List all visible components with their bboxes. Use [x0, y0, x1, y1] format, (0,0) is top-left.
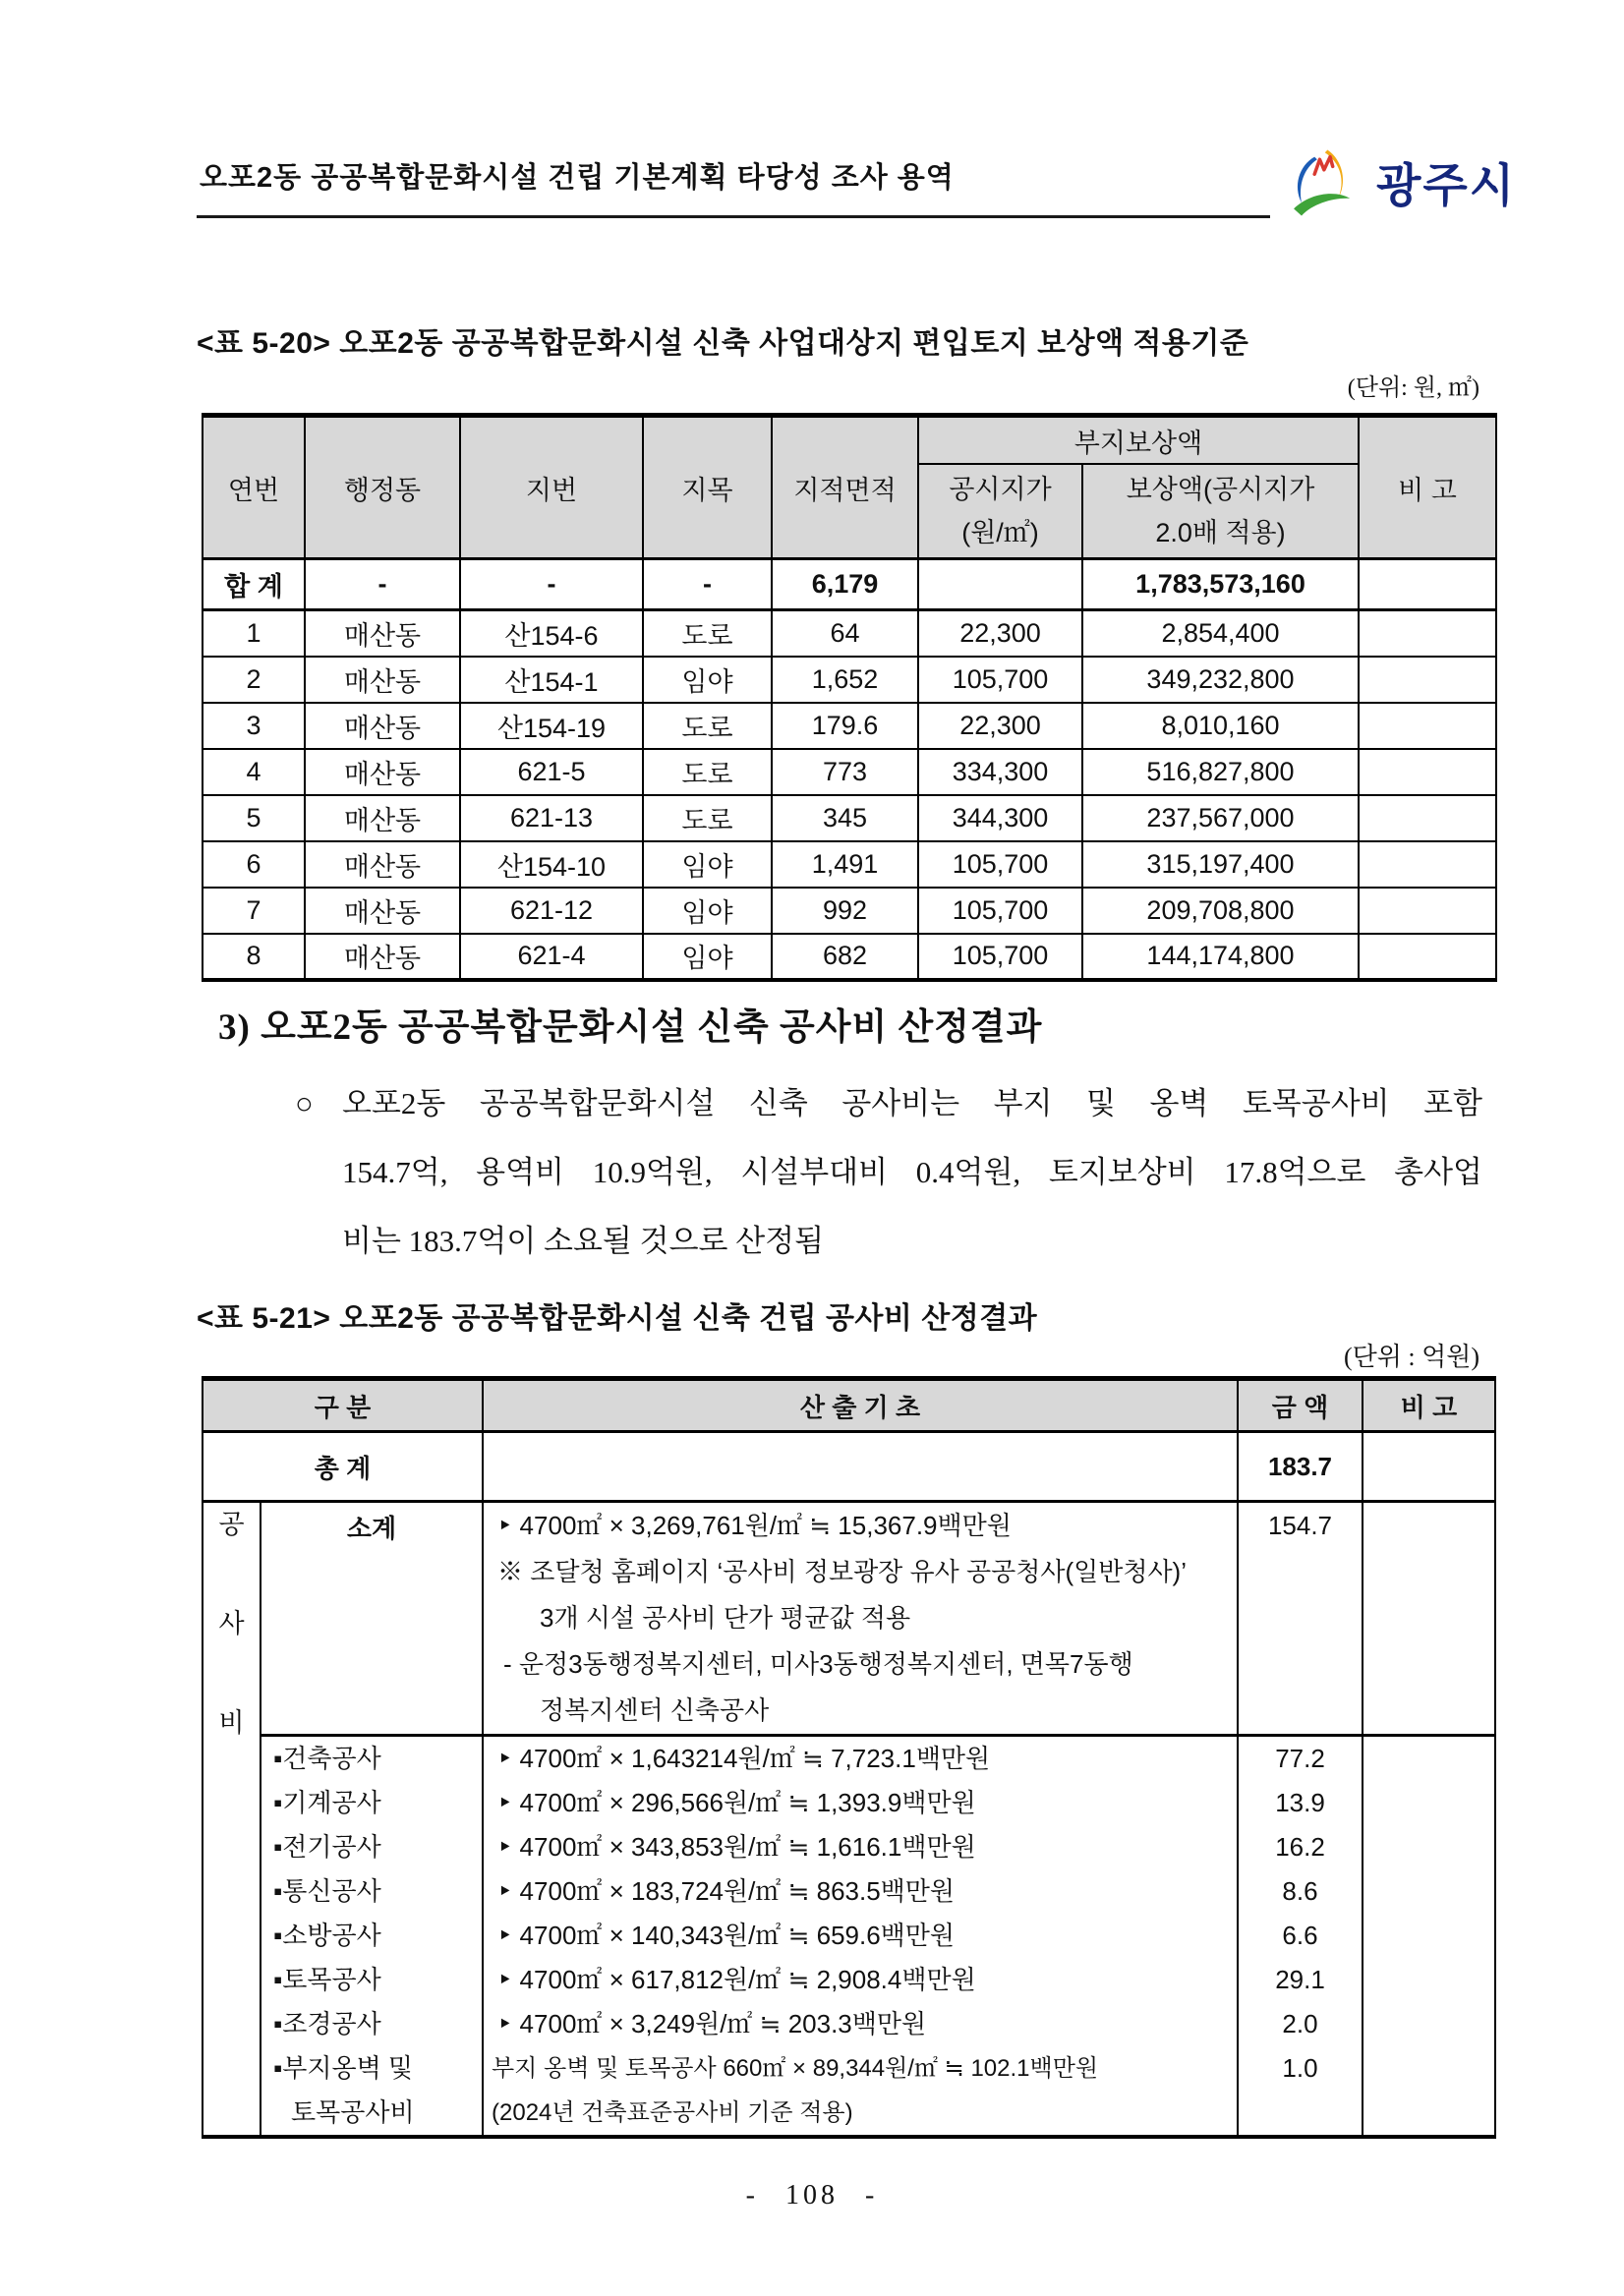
cell-jimok: 도로: [643, 749, 772, 795]
cost-item-row: [203, 1958, 1495, 2002]
grand-total-label: 총 계: [203, 1432, 483, 1502]
cell-price: 344,300: [918, 795, 1082, 841]
cell-amount: 8,010,160: [1082, 703, 1359, 749]
table-row: [203, 703, 1496, 749]
item-note: [1363, 2046, 1495, 2137]
basis-line: 정복지센터 신축공사: [540, 1695, 770, 1725]
item-label: [261, 2046, 483, 2137]
circle-bullet-icon: ○: [295, 1086, 314, 1120]
cell-price: 105,700: [918, 841, 1082, 888]
cell-price: 105,700: [918, 888, 1082, 934]
item-basis: [483, 2046, 1238, 2137]
cell-dong: 매산동: [305, 610, 460, 657]
item-amount: 8.6: [1238, 1869, 1363, 1914]
paragraph-line: 비는 183.7억이 소요될 것으로 산정됨: [342, 1224, 825, 1258]
table-row: [203, 795, 1496, 841]
cell-price: 105,700: [918, 934, 1082, 980]
total-amount: 1,783,573,160: [1082, 559, 1359, 610]
cell-note: [1359, 610, 1496, 657]
subtotal-row: [203, 1502, 1495, 1736]
col-header-amount: 금 액: [1238, 1379, 1363, 1432]
cell-dong: 매산동: [305, 888, 460, 934]
cell-jibun: 산154-19: [460, 703, 643, 749]
cell-no: 3: [203, 703, 305, 749]
subtotal-label: 소계: [261, 1502, 483, 1736]
gwangju-city-logo: [1280, 136, 1521, 229]
official-price-line2: (원/㎡): [961, 518, 1039, 547]
col-header-basis: 산 출 기 초: [483, 1379, 1238, 1432]
cell-dong: 매산동: [305, 934, 460, 980]
col-group-compensation: 부지보상액: [918, 416, 1359, 465]
item-label-line: 토목공사비: [291, 2097, 415, 2127]
group-label-char: 공: [218, 1510, 245, 1539]
total-price: [918, 559, 1082, 610]
item-label: ▪전기공사: [261, 1825, 483, 1869]
cell-area: 682: [772, 934, 918, 980]
col-header-dong: 행정동: [305, 416, 460, 559]
col-header-jimok: 지목: [643, 416, 772, 559]
header-divider: [197, 215, 1270, 218]
cell-area: 179.6: [772, 703, 918, 749]
item-basis: ‣ 4700㎡ × 140,343원/㎡ ≒ 659.6백만원: [483, 1914, 1238, 1958]
item-amount: 29.1: [1238, 1958, 1363, 2002]
total-dong: -: [305, 559, 460, 610]
group-label-char: 사: [218, 1609, 245, 1638]
item-note: [1363, 1914, 1495, 1958]
basis-line: ‣ 4700㎡ × 3,269,761원/㎡ ≒ 15,367.9백만원: [497, 1511, 1012, 1540]
cell-no: 8: [203, 934, 305, 980]
table-row: [203, 934, 1496, 980]
table-row: [203, 610, 1496, 657]
compensation-amount-line1: 보상액(공시지가: [1126, 475, 1315, 504]
cell-no: 7: [203, 888, 305, 934]
cell-jimok: 임야: [643, 888, 772, 934]
item-basis-line: 부지 옹벽 및 토목공사 660㎡ × 89,344원/㎡ ≒ 102.1백만원: [492, 2055, 1099, 2082]
cell-jibun: 621-4: [460, 934, 643, 980]
cell-area: 64: [772, 610, 918, 657]
table2-title: <표 5-21> 오포2동 공공복합문화시설 신축 건립 공사비 산정결과: [197, 1302, 1038, 1335]
col-header-area: 지적면적: [772, 416, 918, 559]
cost-item-row: [203, 1736, 1495, 1782]
cell-note: [1359, 841, 1496, 888]
table1-unit-note: (단위: 원, ㎡): [1347, 375, 1479, 401]
cell-jimok: 도로: [643, 610, 772, 657]
paragraph-line: 154.7억, 용역비 10.9억원, 시설부대비 0.4억원, 토지보상비 17.8억으로 총사업: [342, 1155, 1482, 1189]
item-amount: 13.9: [1238, 1781, 1363, 1825]
subtotal-amount: 154.7: [1238, 1502, 1363, 1736]
cell-amount: 2,854,400: [1082, 610, 1359, 657]
cell-jimok: 임야: [643, 657, 772, 703]
item-note: [1363, 1736, 1495, 1782]
item-basis: ‣ 4700㎡ × 343,853원/㎡ ≒ 1,616.1백만원: [483, 1825, 1238, 1869]
table-row: [203, 888, 1496, 934]
item-label: ▪소방공사: [261, 1914, 483, 1958]
cell-dong: 매산동: [305, 749, 460, 795]
item-amount: 77.2: [1238, 1736, 1363, 1782]
cell-no: 6: [203, 841, 305, 888]
grand-total-amount: 183.7: [1238, 1432, 1363, 1502]
cell-note: [1359, 749, 1496, 795]
cell-amount: 237,567,000: [1082, 795, 1359, 841]
item-label: ▪조경공사: [261, 2002, 483, 2046]
cell-no: 1: [203, 610, 305, 657]
cell-price: 334,300: [918, 749, 1082, 795]
item-basis: ‣ 4700㎡ × 3,249원/㎡ ≒ 203.3백만원: [483, 2002, 1238, 2046]
logo-text: 광주시: [1376, 159, 1517, 211]
section-paragraph: [295, 1069, 1482, 1276]
item-basis: ‣ 4700㎡ × 296,566원/㎡ ≒ 1,393.9백만원: [483, 1781, 1238, 1825]
item-label-line: ▪부지옹벽 및: [273, 2053, 414, 2083]
cell-note: [1359, 657, 1496, 703]
table1-title: <표 5-20> 오포2동 공공복합문화시설 신축 사업대상지 편입토지 보상액 적용기준: [197, 327, 1249, 360]
item-basis: ‣ 4700㎡ × 183,724원/㎡ ≒ 863.5백만원: [483, 1869, 1238, 1914]
item-amount: 1.0: [1238, 2046, 1363, 2137]
cell-no: 4: [203, 749, 305, 795]
page-title: 오포2동 공공복합문화시설 건립 기본계획 타당성 조사 용역: [200, 162, 955, 194]
total-jimok: -: [643, 559, 772, 610]
item-basis-line: (2024년 건축표준공사비 기준 적용): [492, 2099, 853, 2126]
item-basis: ‣ 4700㎡ × 617,812원/㎡ ≒ 2,908.4백만원: [483, 1958, 1238, 2002]
item-basis: ‣ 4700㎡ × 1,643214원/㎡ ≒ 7,723.1백만원: [483, 1736, 1238, 1782]
cell-jimok: 도로: [643, 795, 772, 841]
col-header-note: 비 고: [1359, 416, 1496, 559]
cell-dong: 매산동: [305, 841, 460, 888]
col-header-compensation-amount: [1082, 464, 1359, 559]
cell-jimok: 임야: [643, 934, 772, 980]
item-note: [1363, 1825, 1495, 1869]
cell-jibun: 621-12: [460, 888, 643, 934]
cell-no: 5: [203, 795, 305, 841]
cell-area: 773: [772, 749, 918, 795]
cell-area: 1,652: [772, 657, 918, 703]
gwangju-city-emblem-icon: [1280, 140, 1366, 226]
paragraph-line: 오포2동 공공복합문화시설 신축 공사비는 부지 및 옹벽 토목공사비 포함: [342, 1086, 1482, 1120]
cost-item-row: [203, 2002, 1495, 2046]
cell-area: 1,491: [772, 841, 918, 888]
cell-price: 22,300: [918, 703, 1082, 749]
item-note: [1363, 1958, 1495, 2002]
table-row: [203, 749, 1496, 795]
table-row: [203, 841, 1496, 888]
cell-jibun: 산154-6: [460, 610, 643, 657]
vertical-group-label: [203, 1503, 260, 1740]
table-row: [203, 657, 1496, 703]
grand-total-basis: [483, 1432, 1238, 1502]
table-total-row: [203, 559, 1496, 610]
cell-dong: 매산동: [305, 795, 460, 841]
cost-group-label: [203, 1502, 261, 2138]
col-header-no: 연번: [203, 416, 305, 559]
table2-unit-note: (단위 : 억원): [1343, 1343, 1479, 1371]
basis-line: 3개 시설 공사비 단가 평균값 적용: [540, 1603, 911, 1633]
cell-amount: 209,708,800: [1082, 888, 1359, 934]
cell-note: [1359, 934, 1496, 980]
basis-line: ※ 조달청 홈페이지 ‘공사비 정보광장 유사 공공청사(일반청사)’: [497, 1557, 1187, 1586]
construction-cost-table: [202, 1376, 1496, 2139]
cost-item-row: [203, 1869, 1495, 1914]
item-label: ▪건축공사: [261, 1736, 483, 1782]
section-heading: 3) 오포2동 공공복합문화시설 신축 공사비 산정결과: [218, 1007, 1043, 1048]
total-note: [1359, 559, 1496, 610]
grand-total-note: [1363, 1432, 1495, 1502]
item-note: [1363, 1781, 1495, 1825]
cost-item-row: [203, 2046, 1495, 2137]
total-area: 6,179: [772, 559, 918, 610]
cell-jibun: 621-13: [460, 795, 643, 841]
cost-item-row: [203, 1825, 1495, 1869]
page-number: - 108 -: [745, 2180, 879, 2210]
item-amount: 2.0: [1238, 2002, 1363, 2046]
col-header-official-price: [918, 464, 1082, 559]
item-label: ▪기계공사: [261, 1781, 483, 1825]
cell-price: 22,300: [918, 610, 1082, 657]
item-label: ▪통신공사: [261, 1869, 483, 1914]
col-header-category: 구 분: [203, 1379, 483, 1432]
item-amount: 16.2: [1238, 1825, 1363, 1869]
cost-item-row: [203, 1781, 1495, 1825]
subtotal-note: [1363, 1502, 1495, 1736]
cell-area: 992: [772, 888, 918, 934]
cell-note: [1359, 703, 1496, 749]
col-header-note: 비 고: [1363, 1379, 1495, 1432]
land-compensation-table: [202, 413, 1497, 982]
official-price-line1: 공시지가: [949, 475, 1052, 504]
compensation-amount-line2: 2.0배 적용): [1155, 518, 1286, 547]
col-header-jibun: 지번: [460, 416, 643, 559]
item-label: ▪토목공사: [261, 1958, 483, 2002]
cell-note: [1359, 888, 1496, 934]
basis-line: - 운정3동행정복지센터, 미사3동행정복지센터, 면목7동행: [503, 1649, 1133, 1679]
cell-jibun: 621-5: [460, 749, 643, 795]
total-label: 합 계: [203, 559, 305, 610]
total-jibun: -: [460, 559, 643, 610]
cell-note: [1359, 795, 1496, 841]
cell-amount: 516,827,800: [1082, 749, 1359, 795]
subtotal-basis: [483, 1502, 1238, 1736]
cell-amount: 315,197,400: [1082, 841, 1359, 888]
cell-dong: 매산동: [305, 703, 460, 749]
cell-no: 2: [203, 657, 305, 703]
item-note: [1363, 2002, 1495, 2046]
cell-jibun: 산154-10: [460, 841, 643, 888]
cell-dong: 매산동: [305, 657, 460, 703]
group-label-char: 비: [218, 1708, 245, 1738]
cell-amount: 349,232,800: [1082, 657, 1359, 703]
cell-jimok: 임야: [643, 841, 772, 888]
item-amount: 6.6: [1238, 1914, 1363, 1958]
cell-jimok: 도로: [643, 703, 772, 749]
item-note: [1363, 1869, 1495, 1914]
cell-amount: 144,174,800: [1082, 934, 1359, 980]
grand-total-row: [203, 1432, 1495, 1502]
cost-item-row: [203, 1914, 1495, 1958]
cell-price: 105,700: [918, 657, 1082, 703]
paragraph-text: [342, 1069, 1482, 1276]
cell-area: 345: [772, 795, 918, 841]
cell-jibun: 산154-1: [460, 657, 643, 703]
